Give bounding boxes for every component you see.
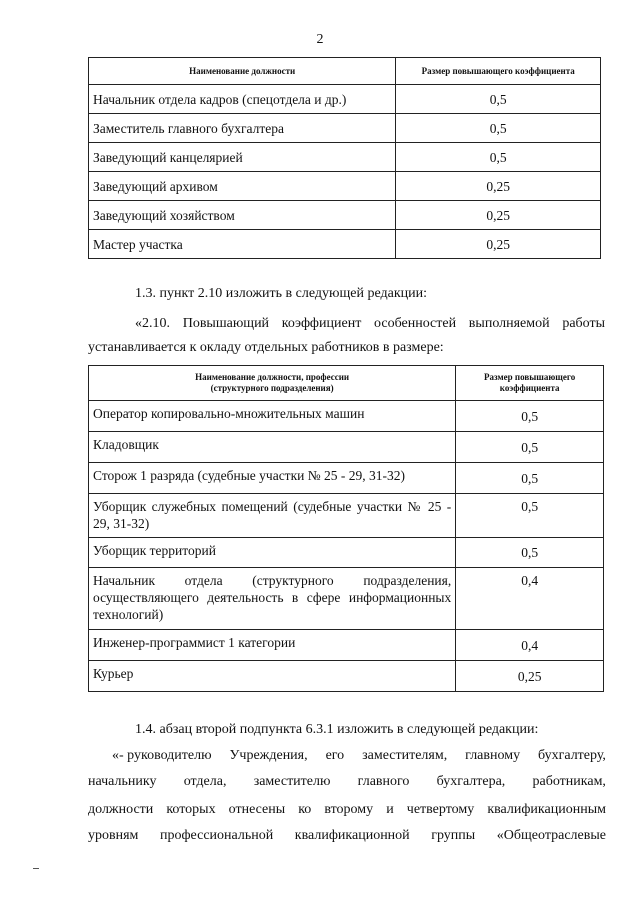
paragraph-6-3-1-line [112,747,606,764]
coefficient-value: 0,25 [396,172,601,201]
table-row [89,463,604,494]
position-name: Заведующий хозяйством [89,201,396,230]
coefficient-value: 0,5 [456,538,604,568]
header-line: (структурного подразделения) [210,383,334,393]
page-number: 2 [316,32,324,47]
table-row [89,661,604,692]
word: квалификационной [294,828,410,843]
word: Учреждения, [229,748,308,763]
word: которых [166,802,216,817]
header-position: Наименование должности [89,58,396,85]
position-name: Уборщик территорий [89,538,456,568]
position-name: Заведующий архивом [89,172,396,201]
position-name: Курьер [89,661,456,692]
word: профессиональной [159,828,274,843]
paragraph-1-4: 1.4. абзац второй подпункта 6.3.1 изложить в следующей редакции: [135,722,539,737]
coefficient-value: 0,5 [456,494,604,538]
coefficient-value: 0,25 [456,661,604,692]
paragraph-6-3-1-line [88,801,606,818]
word: его [325,748,345,763]
position-name: Начальник отдела (структурного подразделения, осуществляющего деятельность в сфере информационных технологий) [89,568,456,630]
position-name: Мастер участка [89,230,396,259]
header-line: коэффициента [499,383,560,393]
position-name: Инженер-программист 1 категории [89,630,456,661]
margin-mark [33,868,39,869]
paragraph-2-10-line-1: «2.10. Повышающий коэффициент особенностей выполняемой работы [135,316,605,331]
header-line: Наименование должности, профессии [195,372,350,382]
header-position-profession [89,366,456,401]
position-name: Уборщик служебных помещений (судебные участки № 25 - 29, 31-32) [89,494,456,538]
header-coefficient [456,366,604,401]
table-header-row [89,366,604,401]
paragraph-2-10-line-2: устанавливается к окладу отдельных работников в размере: [88,340,444,355]
coefficient-value: 0,5 [456,401,604,432]
coefficient-value: 0,4 [456,568,604,630]
position-name: Заместитель главного бухгалтера [89,114,396,143]
coefficient-value: 0,5 [456,432,604,463]
position-name: Начальник отдела кадров (спецотдела и др.) [89,85,396,114]
coefficient-value: 0,25 [396,230,601,259]
paragraph-6-3-1-line [88,773,606,790]
word: заместителю [253,774,331,789]
word: работникам, [532,774,606,789]
table-row [89,143,601,172]
word: отнесены [228,802,286,817]
table-row [89,230,601,259]
table-row [89,114,601,143]
word: заместителям, [362,748,448,763]
coefficient-value: 0,4 [456,630,604,661]
table-row [89,201,601,230]
coefficient-value: 0,5 [396,114,601,143]
word: «Общеотраслевые [496,828,606,843]
word: начальнику [88,774,157,789]
word: уровням [88,828,139,843]
table-row [89,172,601,201]
word: главному [465,748,521,763]
table-row [89,85,601,114]
position-name: Сторож 1 разряда (судебные участки № 25 - 29, 31-32) [89,463,456,494]
word: должности [88,802,154,817]
word: «- руководителю [112,748,212,763]
position-name: Оператор копировально-множительных машин [89,401,456,432]
word: четвертому [406,802,475,817]
word: квалификационным [487,802,606,817]
table-header-row [89,58,601,85]
word: бухгалтеру, [538,748,606,763]
position-name: Кладовщик [89,432,456,463]
table-row [89,494,604,538]
coefficient-table-2 [88,365,604,692]
word: и [386,802,394,817]
paragraph-1-3: 1.3. пункт 2.10 изложить в следующей редакции: [135,286,427,301]
word: главного [357,774,410,789]
word: отдела, [183,774,227,789]
word: второму [324,802,374,817]
header-line: Размер повышающего [484,372,576,382]
table-row [89,401,604,432]
coefficient-table-1 [88,57,601,259]
table-row [89,630,604,661]
paragraph-6-3-1-line [88,827,606,844]
coefficient-value: 0,5 [396,85,601,114]
word: бухгалтера, [436,774,506,789]
coefficient-value: 0,5 [456,463,604,494]
word: ко [298,802,312,817]
coefficient-value: 0,5 [396,143,601,172]
coefficient-value: 0,25 [396,201,601,230]
table-row [89,568,604,630]
table-row [89,538,604,568]
position-name: Заведующий канцелярией [89,143,396,172]
word: группы [431,828,476,843]
table-row [89,432,604,463]
header-coefficient: Размер повышающего коэффициента [396,58,601,85]
